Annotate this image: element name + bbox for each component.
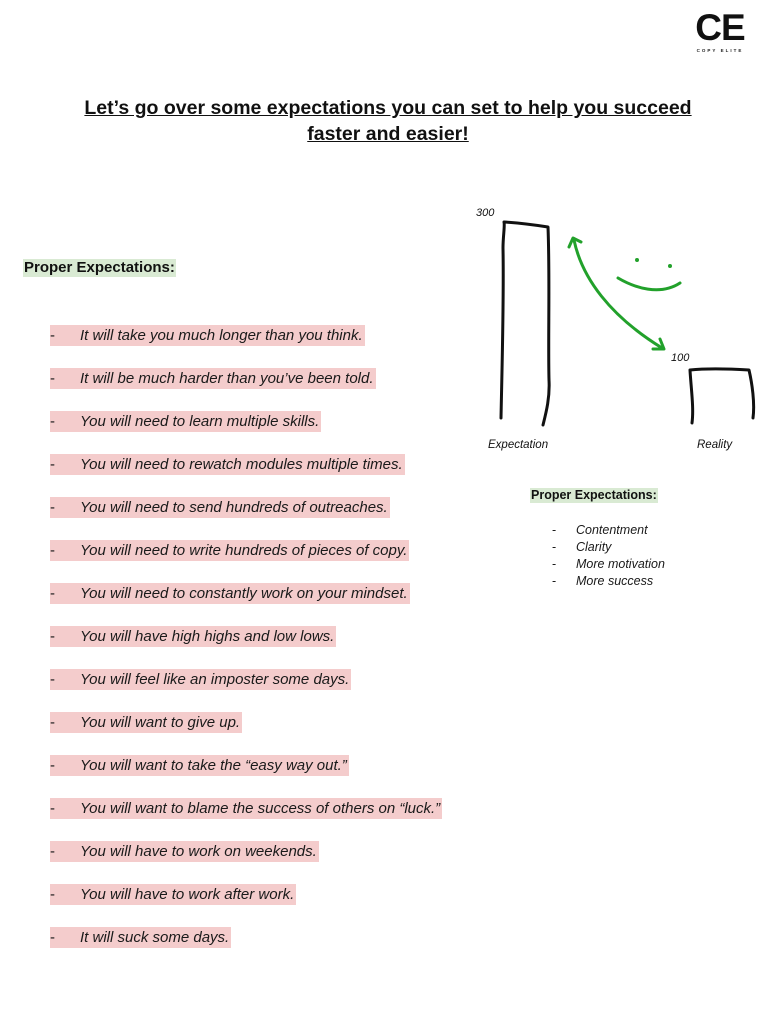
bullet-dash: - [552, 557, 557, 571]
list-item [50, 841, 442, 884]
expectation-vs-reality-sketch [470, 198, 768, 460]
list-item [552, 556, 665, 573]
list-item [50, 368, 442, 411]
list-item [50, 669, 442, 712]
list-item [50, 583, 442, 626]
list-item-text: More success [576, 574, 654, 588]
page-title [30, 95, 746, 147]
expectations-list [50, 325, 442, 970]
bullet-dash: - [50, 327, 55, 344]
list-item [50, 712, 442, 755]
list-item [50, 626, 442, 669]
bullet-dash: - [50, 886, 55, 903]
bullet-dash: - [50, 413, 55, 430]
bullet-dash: - [552, 574, 557, 588]
list-item-text: It will be much harder than you’ve been told. [50, 368, 376, 389]
logo [688, 7, 752, 53]
list-item-text: You will need to rewatch modules multiple times. [50, 454, 405, 475]
list-item-text: You will need to constantly work on your mindset. [50, 583, 410, 604]
list-item [50, 884, 442, 927]
list-item [50, 497, 442, 540]
reality-axis-label: Reality [697, 439, 733, 451]
list-item-text: You will feel like an imposter some days. [50, 669, 351, 690]
bullet-dash: - [50, 671, 55, 688]
benefits-list [552, 522, 665, 590]
bullet-dash: - [50, 757, 55, 774]
bullet-dash: - [50, 628, 55, 645]
list-item-text: You will want to blame the success of others on “luck.” [50, 798, 442, 819]
page-title-line-2: faster and easier! [307, 123, 469, 145]
proper-expectations-heading: Proper Expectations: [24, 259, 175, 276]
smiley-eye-left [635, 258, 639, 262]
list-item-text: It will suck some days. [50, 927, 231, 948]
bullet-dash: - [50, 714, 55, 731]
bullet-dash: - [50, 585, 55, 602]
list-item [50, 454, 442, 497]
list-item [552, 522, 665, 539]
logo-mark: CE [695, 7, 745, 48]
expectation-bar [501, 222, 549, 425]
expectation-axis-label: Expectation [488, 439, 549, 451]
list-item-text: Clarity [576, 540, 612, 554]
arrow-shaft [574, 240, 662, 348]
bullet-dash: - [50, 843, 55, 860]
bullet-dash: - [552, 540, 557, 554]
bullet-dash: - [50, 370, 55, 387]
list-item [50, 325, 442, 368]
reality-bar [690, 369, 754, 423]
list-item [50, 540, 442, 583]
list-item-text: You will need to send hundreds of outreaches. [50, 497, 390, 518]
list-item-text: You will want to take the “easy way out.” [50, 755, 349, 776]
list-item-text: More motivation [576, 557, 665, 571]
smiley-eye-right [668, 264, 672, 268]
list-item-text: You will have to work on weekends. [50, 841, 319, 862]
list-item-text: Contentment [576, 523, 648, 537]
bullet-dash: - [552, 523, 557, 537]
list-item [50, 755, 442, 798]
list-item [552, 573, 665, 590]
list-item-text: You will need to write hundreds of pieces of copy. [50, 540, 409, 561]
smiley-mouth [618, 278, 680, 290]
logo-subtitle: COPY ELITE [696, 48, 744, 53]
expectation-value-label: 300 [476, 207, 495, 219]
list-item-text: You will need to learn multiple skills. [50, 411, 321, 432]
list-item-text: You will have to work after work. [50, 884, 296, 905]
list-item-text: You will have high highs and low lows. [50, 626, 336, 647]
page-title-line-1: Let’s go over some expectations you can set to help you succeed [84, 97, 692, 119]
list-item [552, 539, 665, 556]
bullet-dash: - [50, 456, 55, 473]
benefits-heading: Proper Expectations: [531, 488, 657, 502]
list-item [50, 798, 442, 841]
list-item [50, 411, 442, 454]
reality-value-label: 100 [671, 352, 690, 364]
bullet-dash: - [50, 499, 55, 516]
list-item-text: It will take you much longer than you think. [50, 325, 365, 346]
bullet-dash: - [50, 542, 55, 559]
list-item [50, 927, 442, 970]
list-item-text: You will want to give up. [50, 712, 242, 733]
bullet-dash: - [50, 929, 55, 946]
bullet-dash: - [50, 800, 55, 817]
